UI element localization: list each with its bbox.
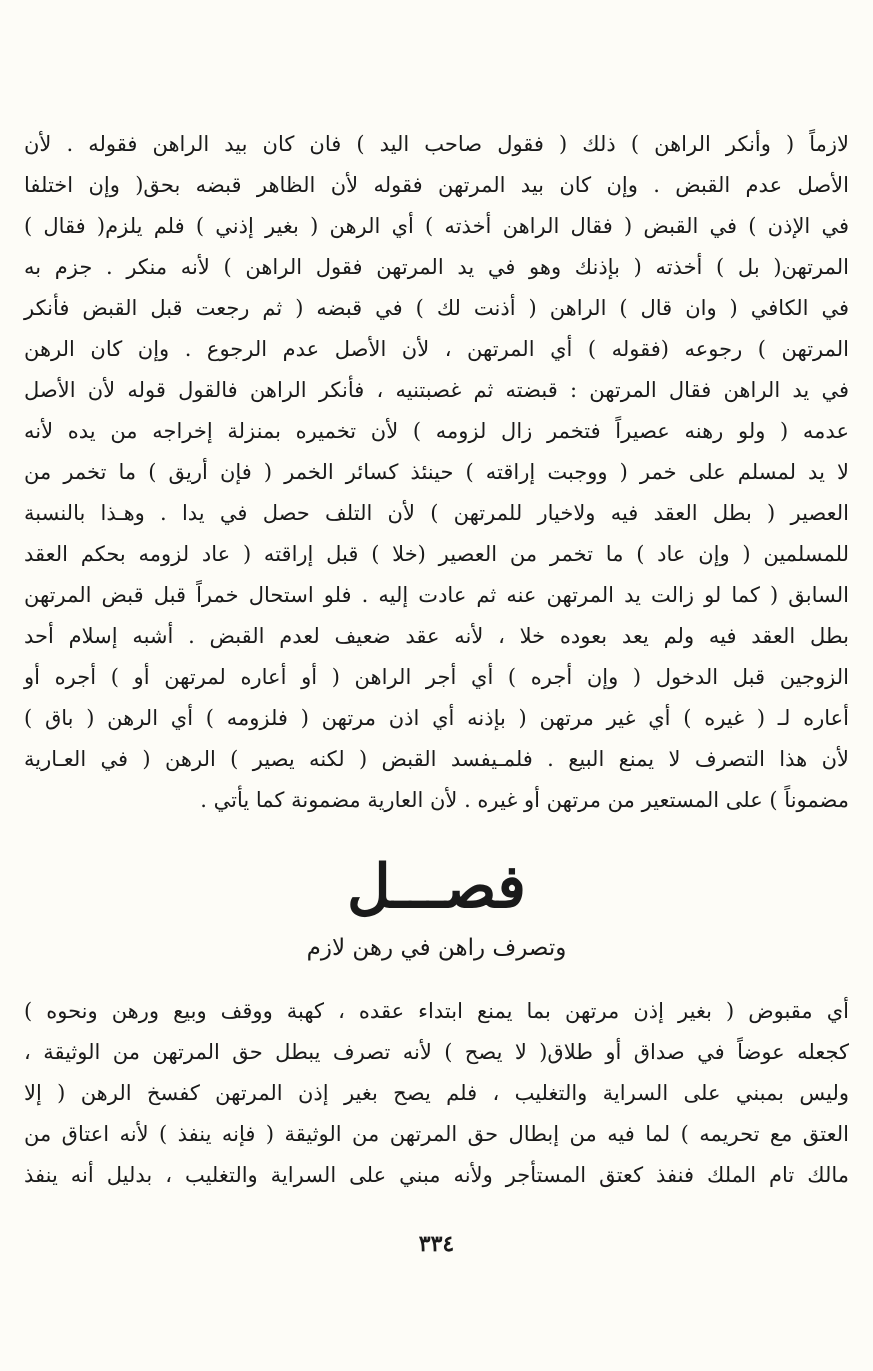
text-line: الزوجين قبل الدخول ( وإن أجره ) أي أجر الراهن ( أو أعاره لمرتهن أو ) أجره أو xyxy=(24,665,849,689)
text-line: للمسلمين ( وإن عاد ) ما تخمر من العصير (خلا ) قبل إراقته ( عاد لزومه بحكم العقد xyxy=(24,542,849,566)
text-line: السابق ( كما لو زالت يد المرتهن عنه ثم عادت إليه . فلو استحال خمراً قبل قبض المرتهن xyxy=(24,583,849,607)
text-line: المرتهن( بل ) أخذته ( بإذنك وهو في يد المرتهن فقول الراهن ) لأنه منكر . جزم به xyxy=(24,255,849,279)
text-line: بطل العقد فيه ولم يعد بعوده خلا ، لأنه عقد ضعيف لعدم القبض . أشبه إسلام أحد xyxy=(24,624,849,648)
paragraph-section xyxy=(24,991,849,1196)
text-line: المرتهن ) رجوعه (فقوله ) أي المرتهن ، لأن الأصل عدم الرجوع . وإن كان الرهن xyxy=(24,337,849,361)
text-line: لازماً ( وأنكر الراهن ) ذلك ( فقول صاحب اليد ) فان كان بيد الراهن فقوله . لأن xyxy=(24,132,849,156)
text-line: لا يد لمسلم على خمر ( ووجبت إراقته ) حينئذ كسائر الخمر ( فإن أريق ) ما تخمر من xyxy=(24,460,849,484)
section-heading: فصـــل xyxy=(347,852,526,922)
text-line: في الإذن ) في القبض ( فقال الراهن أخذته ) أي الرهن ( بغير إذني ) فلم يلزم( فقال ) xyxy=(24,214,849,238)
paragraph-main xyxy=(24,124,849,821)
text-line: الأصل عدم القبض . وإن كان بيد المرتهن فقوله لأن الظاهر قبضه بحق( وإن اختلفا xyxy=(24,173,849,197)
text-line: أعاره لـ ( غيره ) أي غير مرتهن ( بإذنه أي اذن مرتهن ( فلزومه ) أي الرهن ( باق ) xyxy=(24,706,849,730)
text-line: كجعله عوضاً في صداق أو طلاق( لا يصح ) لأنه تصرف يبطل حق المرتهن من الوثيقة ، xyxy=(24,1040,849,1064)
text-line: مضموناً ) على المستعير من مرتهن أو غيره . لأن العارية مضمونة كما يأتي . xyxy=(200,788,849,812)
text-line: العتق مع تحريمه ) لما فيه من إبطال حق المرتهن من الوثيقة ( فإنه ينفذ ) لأنه اعتاق من xyxy=(24,1122,849,1146)
page-number: ٣٣٤ xyxy=(418,1231,455,1257)
text-line: لأن هذا التصرف لا يمنع البيع . فلمـيفسد القبض ( لكنه يصير ) الرهن ( في العـارية xyxy=(24,747,849,771)
text-line: العصير ( بطل العقد فيه ولاخيار للمرتهن ) لأن التلف حصل في يدا . وهـذا بالنسبة xyxy=(24,501,849,525)
section-subheading: وتصرف راهن في رهن لازم xyxy=(306,935,567,961)
text-line: عدمه ( ولو رهنه عصيراً فتخمر زال لزومه ) لأن تخميره بمنزلة إخراجه من يده لأنه xyxy=(24,419,849,443)
text-line: في الكافي ( وان قال ) الراهن ( أذنت لك ) في قبضه ( ثم رجعت قبل القبض فأنكر xyxy=(24,296,849,320)
text-line: وليس بمبني على السراية والتغليب ، فلم يصح بغير إذن المرتهن كفسخ الرهن ( إلا xyxy=(24,1081,849,1105)
text-line: مالك تام الملك فنفذ كعتق المستأجر ولأنه مبني على السراية والتغليب ، بدليل أنه ينفذ xyxy=(24,1163,849,1187)
text-line: في يد الراهن فقال المرتهن : قبضته ثم غصبتنيه ، فأنكر الراهن فالقول قوله لأن الأصل xyxy=(24,378,849,402)
text-line: أي مقبوض ( بغير إذن مرتهن بما يمنع ابتداء عقده ، كهبة ووقف وبيع ورهن ونحوه ) xyxy=(24,999,849,1023)
